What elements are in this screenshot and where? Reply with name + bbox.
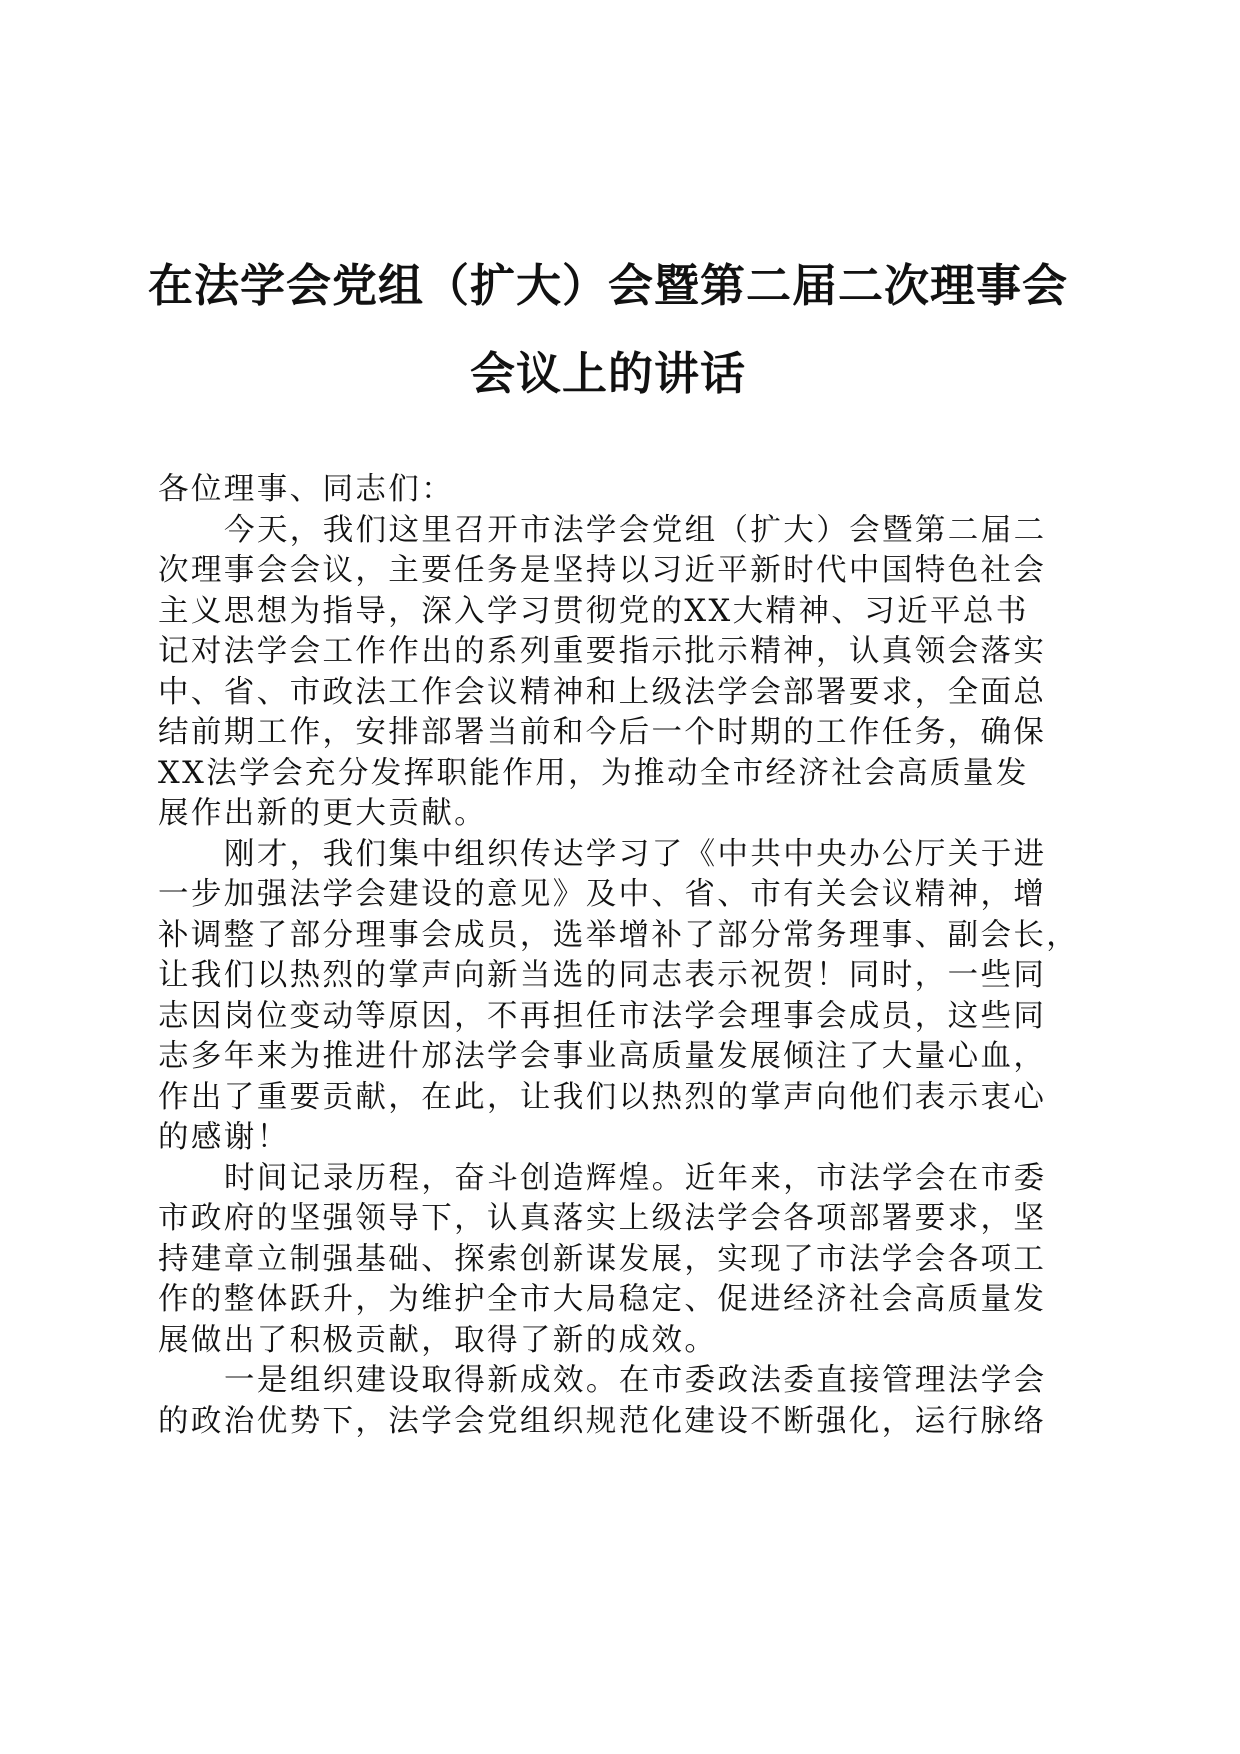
paragraph-line: XX法学会充分发挥职能作用，为推动全市经济社会高质量发 <box>158 755 1029 791</box>
paragraph-line: 一步加强法学会建设的意见》及中、省、市有关会议精神，增 <box>158 877 1047 912</box>
paragraph-line: 作出了重要贡献，在此，让我们以热烈的掌声向他们表示衷心 <box>158 1079 1047 1115</box>
paragraph-line: 的政治优势下，法学会党组织规范化建设不断强化，运行脉络 <box>158 1403 1047 1439</box>
paragraph-line: 次理事会会议，主要任务是坚持以习近平新时代中国特色社会 <box>158 553 1047 588</box>
document-title-line-1: 在法学会党组（扩大）会暨第二届二次理事会 <box>147 259 1068 312</box>
salutation-line: 各位理事、同志们： <box>158 472 455 507</box>
paragraph-line: 持建章立制强基础、探索创新谋发展，实现了市法学会各项工 <box>158 1241 1047 1277</box>
paragraph-line: 记对法学会工作作出的系列重要指示批示精神，认真领会落实 <box>158 634 1047 669</box>
paragraph-line: 今天，我们这里召开市法学会党组（扩大）会暨第二届二 <box>224 512 1047 548</box>
paragraph-line: 市政府的坚强领导下，认真落实上级法学会各项部署要求，坚 <box>158 1201 1047 1236</box>
paragraph-line: 展作出新的更大贡献。 <box>158 796 487 831</box>
paragraph-line: 一是组织建设取得新成效。在市委政法委直接管理法学会 <box>224 1363 1047 1398</box>
document-title-line-2: 会议上的讲话 <box>469 347 746 400</box>
paragraph-line: 作的整体跃升，为维护全市大局稳定、促进经济社会高质量发 <box>158 1282 1047 1317</box>
paragraph-line: 让我们以热烈的掌声向新当选的同志表示祝贺！同时，一些同 <box>158 958 1047 993</box>
paragraph-line: 主义思想为指导，深入学习贯彻党的XX大精神、习近平总书 <box>158 593 1029 629</box>
paragraph-line: 补调整了部分理事会成员，选举增补了部分常务理事、副会长， <box>158 917 1080 953</box>
speech-body <box>158 470 1078 1442</box>
paragraph-line: 刚才，我们集中组织传达学习了《中共中央办公厅关于进 <box>224 836 1047 872</box>
paragraph-line: 结前期工作，安排部署当前和今后一个时期的工作任务，确保 <box>158 715 1047 750</box>
paragraph-line: 中、省、市政法工作会议精神和上级法学会部署要求，全面总 <box>158 674 1047 710</box>
paragraph-line: 时间记录历程，奋斗创造辉煌。近年来，市法学会在市委 <box>224 1160 1047 1196</box>
paragraph-line: 的感谢！ <box>158 1120 290 1155</box>
paragraph-line: 志因岗位变动等原因，不再担任市法学会理事会成员，这些同 <box>158 998 1047 1034</box>
paragraph-line: 志多年来为推进什邡法学会事业高质量发展倾注了大量心血， <box>158 1039 1047 1074</box>
paragraph-line: 展做出了积极贡献，取得了新的成效。 <box>158 1322 718 1358</box>
